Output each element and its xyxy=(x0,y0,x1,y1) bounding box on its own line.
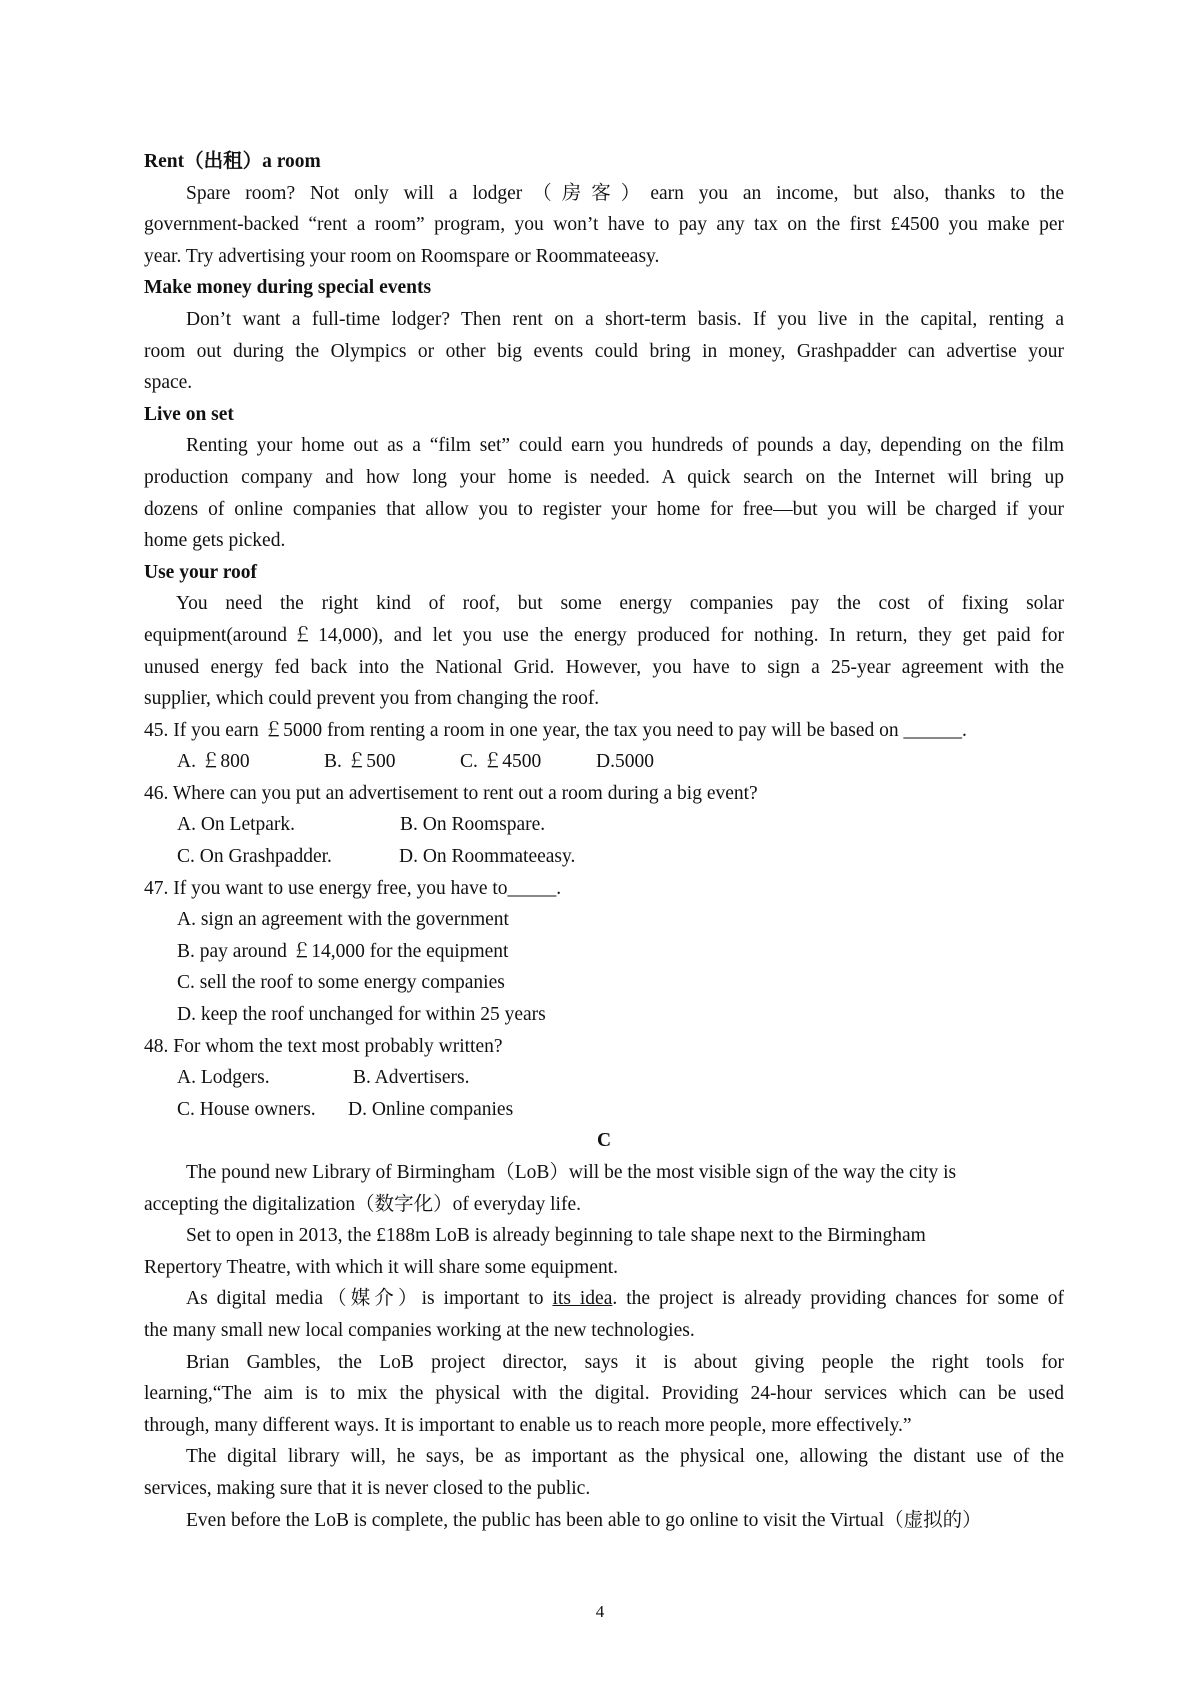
paragraph-line: the many small new local companies working at the new technologies. xyxy=(144,1319,695,1341)
paragraph-line: unused energy fed back into the National Grid. However, you have to sign a 25-year agreement with the xyxy=(144,656,1064,678)
option-c: C. ￡4500 xyxy=(460,751,542,773)
option-b: B. ￡500 xyxy=(324,751,396,773)
section-heading-special-events: Make money during special events xyxy=(144,277,432,299)
paragraph-line: supplier, which could prevent you from changing the roof. xyxy=(144,688,600,710)
paragraph-line: equipment(around￡14,000), and let you use the energy produced for nothing. In return, they get paid for xyxy=(144,624,1064,646)
option-a: A. ￡800 xyxy=(177,751,250,773)
option-d: D. keep the roof unchanged for within 25 years xyxy=(177,1004,546,1026)
question-46-stem: 46. Where can you put an advertisement to rent out a room during a big event? xyxy=(144,782,758,804)
option-a: A. sign an agreement with the government xyxy=(177,909,509,931)
paragraph-line: home gets picked. xyxy=(144,530,286,552)
paragraph-line: The digital library will, he says, be as important as the physical one, allowing the distant use of the xyxy=(186,1446,1064,1468)
paragraph-line: You need the right kind of roof, but some energy companies pay the cost of fixing solar xyxy=(176,593,1064,615)
option-b: B. Advertisers. xyxy=(353,1067,470,1089)
paragraph-line xyxy=(144,1283,1064,1315)
option-a: A. Lodgers. xyxy=(177,1067,270,1089)
option-d: D. On Roommateeasy. xyxy=(399,846,576,868)
page-content xyxy=(144,146,1064,1536)
paragraph-line: accepting the digitalization（数字化）of everyday life. xyxy=(144,1193,581,1215)
paragraph-line: The pound new Library of Birmingham（LoB）will be the most visible sign of the way the city is xyxy=(186,1162,957,1183)
question-45-stem: 45. If you earn ￡5000 from renting a room in one year, the tax you need to pay will be based on ______. xyxy=(144,719,967,741)
underlined-phrase: its idea xyxy=(552,1288,613,1310)
question-46-options-row xyxy=(144,841,1064,873)
option-c: C. House owners. xyxy=(177,1098,316,1120)
option-c: C. On Grashpadder. xyxy=(177,846,332,868)
paragraph-line: room out during the Olympics or other big events could bring in money, Grashpadder can advertise your xyxy=(144,340,1064,362)
question-48-options-row xyxy=(144,1062,1064,1094)
paragraph-line: Spare room? Not only will a lodger（房客）earn you an income, but also, thanks to the xyxy=(186,182,1064,204)
question-46-options-row xyxy=(144,809,1064,841)
question-48-stem: 48. For whom the text most probably written? xyxy=(144,1035,503,1057)
question-48-options-row xyxy=(144,1094,1064,1126)
paragraph-line: Brian Gambles, the LoB project director, says it is about giving people the right tools for xyxy=(186,1351,1064,1373)
section-heading-live-on-set: Live on set xyxy=(144,403,234,425)
section-heading-use-your-roof: Use your roof xyxy=(144,561,258,583)
paragraph-line: dozens of online companies that allow you to register your home for free—but you will be charged if your xyxy=(144,498,1064,520)
paragraph-line: production company and how long your home is needed. A quick search on the Internet will bring up xyxy=(144,466,1064,488)
paragraph-line: Don’t want a full-time lodger? Then rent on a short-term basis. If you live in the capital, renting a xyxy=(186,308,1064,330)
option-d: D. Online companies xyxy=(348,1098,514,1120)
paragraph-line: services, making sure that it is never closed to the public. xyxy=(144,1477,591,1499)
paragraph-line: through, many different ways. It is important to enable us to reach more people, more effectively.” xyxy=(144,1414,912,1436)
paragraph-line: space. xyxy=(144,372,193,394)
option-c: C. sell the roof to some energy companies xyxy=(177,972,505,994)
question-45-options xyxy=(144,746,1064,778)
option-b: B. pay around ￡14,000 for the equipment xyxy=(177,940,509,962)
paragraph-line: Repertory Theatre, with which it will share some equipment. xyxy=(144,1256,619,1278)
paragraph-line: learning,“The aim is to mix the physical with the digital. Providing 24-hour services which can be used xyxy=(144,1383,1064,1405)
text-run: As digital media（媒介）is important to xyxy=(186,1288,553,1310)
option-a: A. On Letpark. xyxy=(177,814,296,836)
option-d: D.5000 xyxy=(596,751,654,773)
paragraph-line: Set to open in 2013, the £188m LoB is already beginning to tale shape next to the Birmingham xyxy=(186,1225,926,1247)
paragraph-line: government-backed “rent a room” program, you won’t have to pay any tax on the first £4500 you make per xyxy=(144,214,1064,236)
paragraph-line: Even before the LoB is complete, the public has been able to go online to visit the Virtual（虚拟的） xyxy=(186,1509,982,1531)
page-number: 4 xyxy=(595,1602,605,1621)
section-heading-rent: Rent（出租）a room xyxy=(144,151,321,172)
question-47-stem: 47. If you want to use energy free, you have to_____. xyxy=(144,877,562,899)
passage-c-label: C xyxy=(596,1130,612,1152)
text-run: . the project is already providing chances for some of xyxy=(612,1288,1064,1310)
option-b: B. On Roomspare. xyxy=(400,814,546,836)
paragraph-line: Renting your home out as a “film set” could earn you hundreds of pounds a day, depending on the film xyxy=(186,435,1064,457)
paragraph-line: year. Try advertising your room on Roomspare or Roommateeasy. xyxy=(144,245,660,267)
